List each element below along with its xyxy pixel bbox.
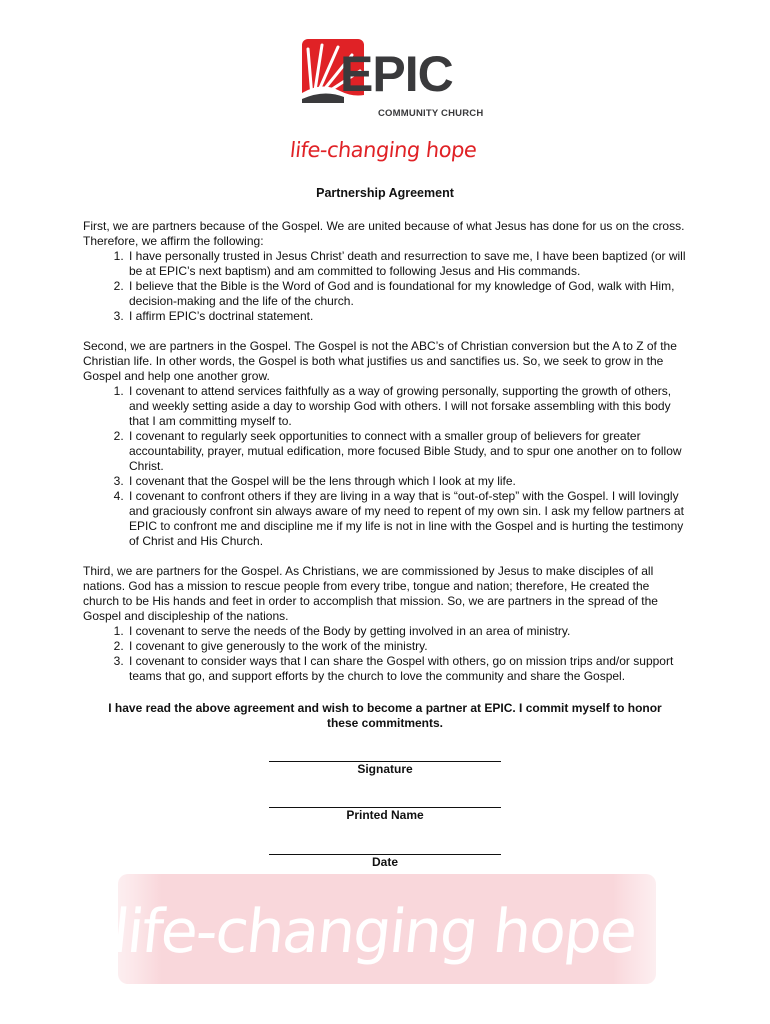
section-1-intro: First, we are partners because of the Gospel. We are united because of what Jesus has done for us on the cross. Therefore, we affirm the following: <box>83 219 685 248</box>
list-item: 4. I covenant to confront others if they are living in a way that is “out-of-step” with the Gospel. I will lovingly and graciously confront sin always aware of my need to repent of my own sin. I ask my fellow partners at EPIC to confront me and discipline me if my life is not in line with the Gospel and is hurting the testimony of Christ and His Church. <box>127 489 687 549</box>
list-item: 2. I covenant to give generously to the work of the ministry. <box>127 639 687 654</box>
epic-logo <box>300 35 484 127</box>
logo-word: EPIC <box>340 46 453 102</box>
list-item: 3. I covenant that the Gospel will be the lens through which I look at my life. <box>127 474 687 489</box>
list-item: 3. I affirm EPIC’s doctrinal statement. <box>127 309 687 324</box>
banner-text: life-changing hope <box>109 897 639 967</box>
list-item: 2. I believe that the Bible is the Word of God and is foundational for my knowledge of God, walk with Him, decision-making and the life of the church. <box>127 279 687 309</box>
section-2-list <box>83 384 687 549</box>
section-2-intro: Second, we are partners in the Gospel. The Gospel is not the ABC’s of Christian conversion but the A to Z of the Christian life. In other words, the Gospel is both what justifies us and sanctifies us. So, we seek to grow in the Gospel and help one another grow. <box>83 339 677 383</box>
agreement-body <box>83 186 687 870</box>
printed-name-line[interactable] <box>269 798 501 808</box>
section-3-intro: Third, we are partners for the Gospel. As Christians, we are commissioned by Jesus to make disciples of all nations. God has a mission to rescue people from every tribe, tongue and nation; therefore, He created the church to be His hands and feet in order to accomplish that mission. So, we are partners in the spread of the Gospel and discipleship of the nations. <box>83 564 658 623</box>
tagline-banner <box>109 874 656 984</box>
list-item: 1. I covenant to attend services faithfully as a way of growing personally, supporting the growth of others, and weekly setting aside a day to worship God with others. I will not forsake assembling with this body that I am committing myself to. <box>127 384 687 429</box>
list-item: 1. I have personally trusted in Jesus Christ’ death and resurrection to save me, I have been baptized (or will be at EPIC’s next baptism) and am committed to following Jesus and His commands. <box>127 249 687 279</box>
logo-subtitle: COMMUNITY CHURCH <box>378 108 484 119</box>
list-item: 3. I covenant to consider ways that I can share the Gospel with others, go on mission trips and/or support teams that go, and support efforts by the church to love the community and share the Gospel. <box>127 654 687 684</box>
list-item: 2. I covenant to regularly seek opportunities to connect with a smaller group of believers for greater accountability, prayer, mutual edification, more focused Bible Study, and to spur one another on to follow Christ. <box>127 429 687 474</box>
signature-block <box>83 752 687 870</box>
list-item: 1. I covenant to serve the needs of the Body by getting involved in an area of ministry. <box>127 624 687 639</box>
tagline <box>288 133 478 169</box>
date-label: Date <box>371 855 398 869</box>
printed-name-label: Printed Name <box>346 808 424 822</box>
commitment-statement: I have read the above agreement and wish to become a partner at EPIC. I commit myself to honor these commitments. <box>108 701 662 730</box>
document-title: Partnership Agreement <box>316 186 454 200</box>
date-line[interactable] <box>269 845 501 855</box>
tagline-text: life-changing hope <box>288 137 478 162</box>
section-3-list <box>83 624 687 684</box>
signature-line[interactable] <box>269 752 501 762</box>
section-1-list <box>83 249 687 324</box>
signature-label: Signature <box>357 762 413 776</box>
